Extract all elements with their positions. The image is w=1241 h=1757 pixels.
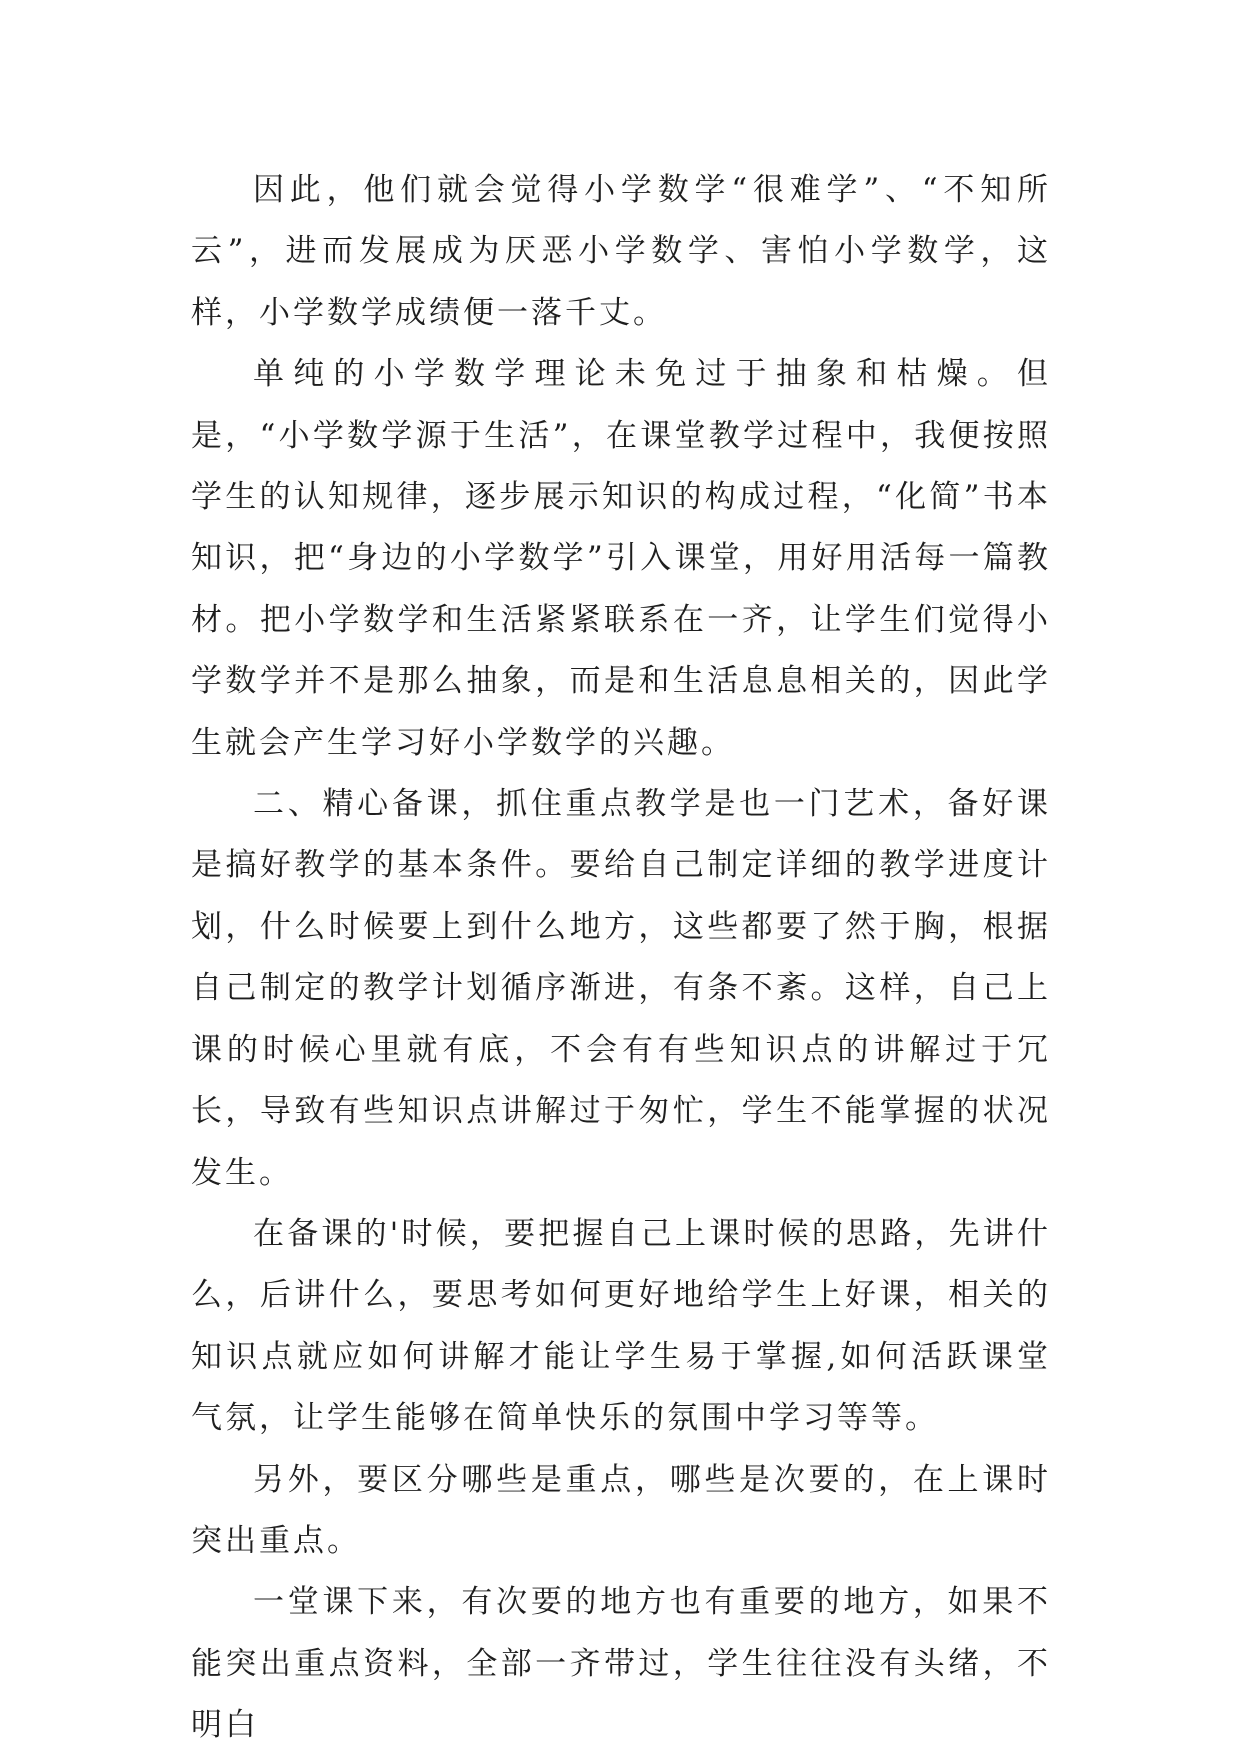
- document-body: [191, 160, 1051, 1757]
- paragraph-2: 单纯的小学数学理论未免过于抽象和枯燥。但是，“小学数学源于生活”，在课堂教学过程中，我便按照学生的认知规律，逐步展示知识的构成过程，“化简”书本知识，把“身边的小学数学”引入课堂，用好用活每一篇教材。把小学数学和生活紧紧联系在一齐，让学生们觉得小学数学并不是那么抽象，而是和生活息息相关的，因此学生就会产生学习好小学数学的兴趣。: [191, 356, 1051, 761]
- paragraph-1: 因此，他们就会觉得小学数学“很难学”、“不知所云”，进而发展成为厌恶小学数学、害怕小学数学，这样，小学数学成绩便一落千丈。: [191, 172, 1051, 331]
- paragraph-6: 一堂课下来，有次要的地方也有重要的地方，如果不能突出重点资料，全部一齐带过，学生往往没有头绪，不明白: [191, 1584, 1051, 1744]
- paragraph-3: 二、精心备课，抓住重点教学是也一门艺术，备好课是搞好教学的基本条件。要给自己制定详细的教学进度计划，什么时候要上到什么地方，这些都要了然于胸，根据自己制定的教学计划循序渐进，有条不紊。这样，自己上课的时候心里就有底，不会有有些知识点的讲解过于冗长，导致有些知识点讲解过于匆忙，学生不能掌握的状况发生。: [191, 786, 1051, 1191]
- paragraph-4: 在备课的'时候，要把握自己上课时候的思路，先讲什么，后讲什么，要思考如何更好地给学生上好课，相关的知识点就应如何讲解才能让学生易于掌握,如何活跃课堂气氛，让学生能够在简单快乐的氛围中学习等等。: [191, 1215, 1051, 1437]
- paragraph-5: 另外，要区分哪些是重点，哪些是次要的，在上课时突出重点。: [191, 1461, 1051, 1559]
